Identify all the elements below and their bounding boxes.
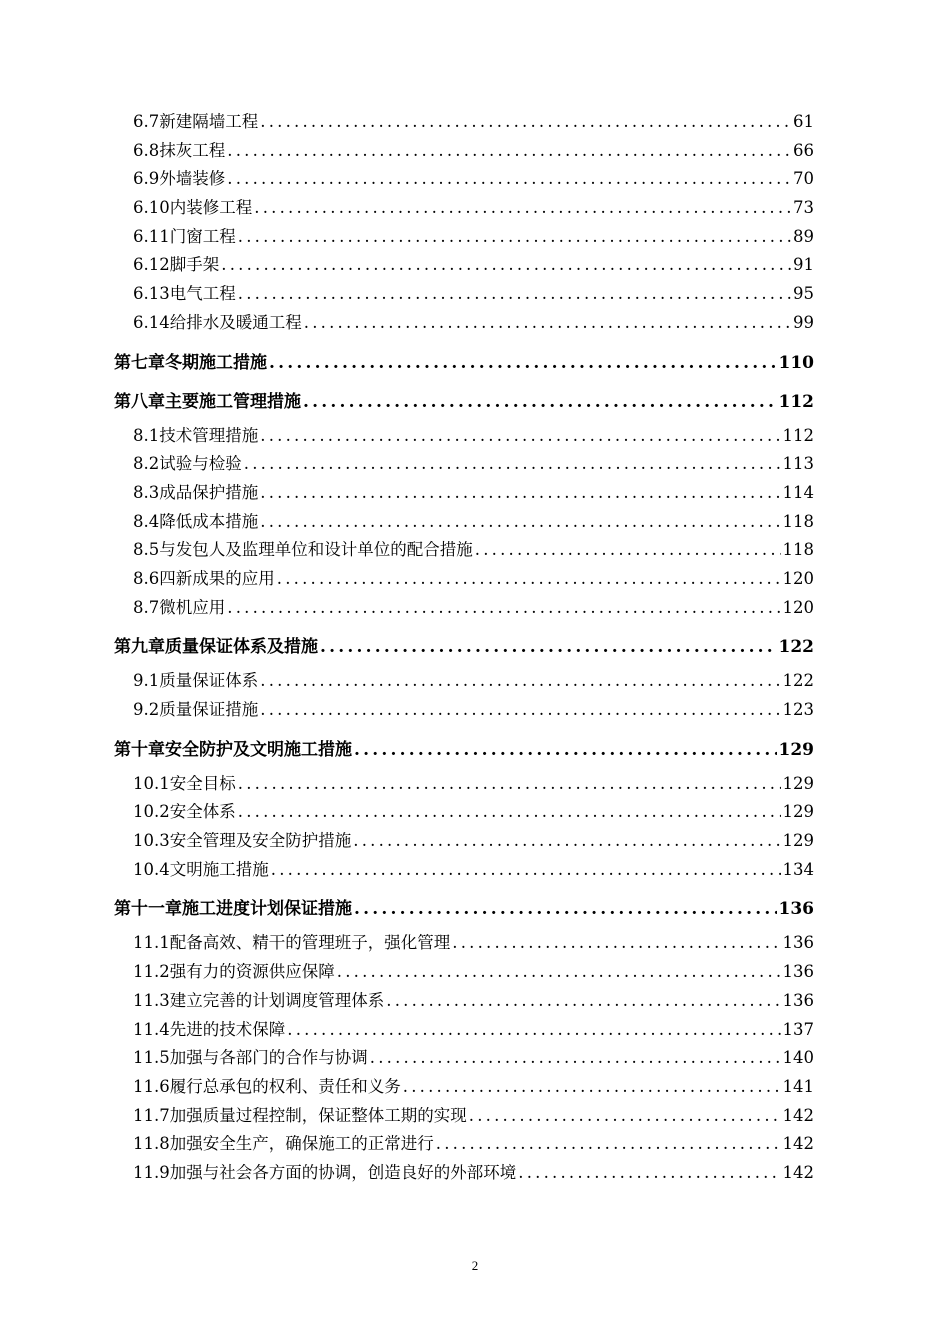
toc-entry-title: 10.1安全目标 [133,773,236,793]
dot-leader [227,165,791,194]
toc-entry-title: 9.1质量保证体系 [133,671,259,691]
toc-section-entry[interactable] [0,565,814,594]
toc-section-entry[interactable] [0,280,814,309]
toc-page-number: 112 [782,425,814,445]
toc-page-number: 129 [782,802,814,822]
toc-section-entry[interactable] [0,251,814,280]
toc-page-number: 112 [778,391,814,412]
dot-leader [354,731,777,770]
dot-leader [403,1073,781,1102]
toc-page-number: 136 [782,990,814,1010]
toc-section-entry[interactable] [0,1073,814,1102]
dot-leader [254,194,791,223]
toc-page-number: 113 [782,454,814,474]
dot-leader [238,798,781,827]
toc-entry-title: 11.4先进的技术保障 [133,1019,286,1039]
toc-entry-title: 10.4文明施工措施 [133,859,269,879]
toc-section-entry[interactable] [0,223,814,252]
toc-section-entry[interactable] [0,108,814,137]
table-of-contents [0,108,950,1188]
dot-leader [271,856,781,885]
toc-section-entry[interactable] [0,1102,814,1131]
toc-page-number: 118 [782,511,814,531]
toc-page-number: 122 [782,671,814,691]
toc-entry-title: 质量保证体系及措施 [165,637,318,658]
dot-leader [244,450,781,479]
toc-page-number: 61 [793,112,814,131]
toc-entry-title: 6.11门窗工程 [133,226,236,246]
toc-entry-title: 安全防护及文明施工措施 [165,739,352,760]
toc-page-number: 137 [782,1019,814,1039]
toc-entry-title: 6.8抹灰工程 [133,140,226,160]
toc-section-entry[interactable] [0,1016,814,1045]
toc-entry-title: 11.6履行总承包的权利、责任和义务 [133,1076,401,1096]
toc-section-entry[interactable] [0,929,814,958]
toc-page-number: 114 [782,482,814,502]
dot-leader [370,1044,781,1073]
dot-leader [260,108,791,137]
toc-page-number: 140 [782,1048,814,1068]
toc-section-entry[interactable] [0,309,814,338]
toc-chapter-entry[interactable] [0,731,814,770]
toc-entry-title: 11.1配备高效、精干的管理班子，强化管理 [133,933,451,953]
dot-leader [320,628,777,667]
toc-section-entry[interactable] [0,479,814,508]
toc-chapter-entry[interactable] [0,890,814,929]
toc-section-entry[interactable] [0,508,814,537]
toc-page-number: 142 [782,1134,814,1154]
toc-chapter-entry[interactable] [0,344,814,383]
toc-entry-title: 10.3安全管理及安全防护措施 [133,831,352,851]
toc-page-number: 120 [782,597,814,617]
dot-leader [269,344,777,383]
toc-page-number: 110 [778,352,814,373]
toc-page-number: 118 [782,540,814,560]
toc-entry-title: 施工进度计划保证措施 [182,899,352,920]
dot-leader [452,929,780,958]
toc-page-number: 129 [782,831,814,851]
dot-leader [436,1130,781,1159]
toc-page-number: 89 [793,226,814,246]
toc-entry-title: 8.3成品保护措施 [133,482,259,502]
chapter-number: 第十章 [114,739,165,760]
dot-leader [260,422,780,451]
toc-section-entry[interactable] [0,422,814,451]
toc-chapter-entry[interactable] [0,383,814,422]
toc-section-entry[interactable] [0,770,814,799]
toc-entry-title: 8.4降低成本措施 [133,511,259,531]
toc-page-number: 66 [793,140,814,160]
toc-entry-title: 11.3建立完善的计划调度管理体系 [133,990,385,1010]
toc-section-entry[interactable] [0,594,814,623]
toc-section-entry[interactable] [0,856,814,885]
dot-leader [304,309,791,338]
toc-entry-title: 冬期施工措施 [165,352,267,373]
toc-section-entry[interactable] [0,798,814,827]
toc-page-number: 136 [778,899,814,920]
toc-entry-title: 8.5与发包人及监理单位和设计单位的配合措施 [133,540,473,560]
dot-leader [353,827,780,856]
chapter-number: 第十一章 [114,899,182,920]
dot-leader [475,536,781,565]
dot-leader [277,565,781,594]
toc-entry-title: 6.13电气工程 [133,284,236,304]
dot-leader [469,1102,781,1131]
dot-leader [238,770,781,799]
toc-section-entry[interactable] [0,450,814,479]
dot-leader [260,667,780,696]
toc-entry-title: 9.2质量保证措施 [133,700,259,719]
dot-leader [287,1016,780,1045]
toc-page-number: 73 [793,198,814,218]
toc-entry-title: 8.7微机应用 [133,597,226,617]
toc-page-number: 134 [782,859,814,879]
toc-entry-title: 8.2试验与检验 [133,454,242,474]
toc-entry-title: 10.2安全体系 [133,802,236,822]
toc-section-entry[interactable] [0,827,814,856]
toc-page-number: 129 [782,773,814,793]
toc-entry-title: 11.8加强安全生产，确保施工的正常进行 [133,1134,434,1154]
toc-page-number: 95 [793,284,814,304]
dot-leader [303,383,777,422]
toc-entry-title: 6.14给排水及暖通工程 [133,312,302,332]
chapter-number: 第八章 [114,391,165,412]
toc-section-entry[interactable] [0,696,814,725]
toc-entry-title: 6.12脚手架 [133,255,220,275]
toc-entry-title: 8.1技术管理措施 [133,425,259,445]
dot-leader [238,223,791,252]
page-number: 2 [471,1258,479,1273]
dot-leader [260,479,780,508]
dot-leader [354,890,777,929]
toc-page-number: 122 [778,637,814,658]
chapter-number: 第七章 [114,352,165,373]
dot-leader [337,958,781,987]
toc-page-number: 142 [782,1105,814,1125]
toc-section-entry[interactable] [0,536,814,565]
toc-page-number: 99 [793,312,814,332]
toc-entry-title: 8.6四新成果的应用 [133,568,275,588]
dot-leader [221,251,791,280]
toc-page-number: 123 [782,700,814,719]
toc-section-entry[interactable] [0,1044,814,1073]
toc-page-number: 70 [793,169,814,189]
toc-entry-title: 6.10内装修工程 [133,198,253,218]
toc-chapter-entry[interactable] [0,628,814,667]
toc-page-number: 120 [782,568,814,588]
dot-leader [238,280,791,309]
dot-leader [227,137,791,166]
toc-section-entry[interactable] [0,194,814,223]
toc-page-number: 91 [793,255,814,275]
toc-entry-title: 11.7加强质量过程控制，保证整体工期的实现 [133,1105,467,1125]
toc-entry-title: 11.5加强与各部门的合作与协调 [133,1048,368,1068]
toc-entry-title: 11.2强有力的资源供应保障 [133,962,335,982]
toc-entry-title: 6.9外墙装修 [133,169,226,189]
dot-leader [386,987,780,1016]
toc-page-number: 142 [782,1162,814,1182]
toc-page-number: 136 [782,933,814,953]
toc-section-entry[interactable] [0,165,814,194]
dot-leader [260,696,780,725]
dot-leader [518,1159,780,1188]
dot-leader [227,594,780,623]
toc-page-number: 136 [782,962,814,982]
chapter-number: 第九章 [114,637,165,658]
toc-entry-title: 主要施工管理措施 [165,391,301,412]
toc-entry-title: 6.7新建隔墙工程 [133,112,259,131]
toc-section-entry[interactable] [0,1130,814,1159]
toc-entry-title: 11.9加强与社会各方面的协调，创造良好的外部环境 [133,1162,517,1182]
toc-section-entry[interactable] [0,1159,814,1188]
toc-page-number: 129 [778,739,814,760]
toc-section-entry[interactable] [0,987,814,1016]
dot-leader [260,508,780,537]
toc-section-entry[interactable] [0,667,814,696]
toc-section-entry[interactable] [0,958,814,987]
toc-page-number: 141 [782,1076,814,1096]
toc-section-entry[interactable] [0,137,814,166]
